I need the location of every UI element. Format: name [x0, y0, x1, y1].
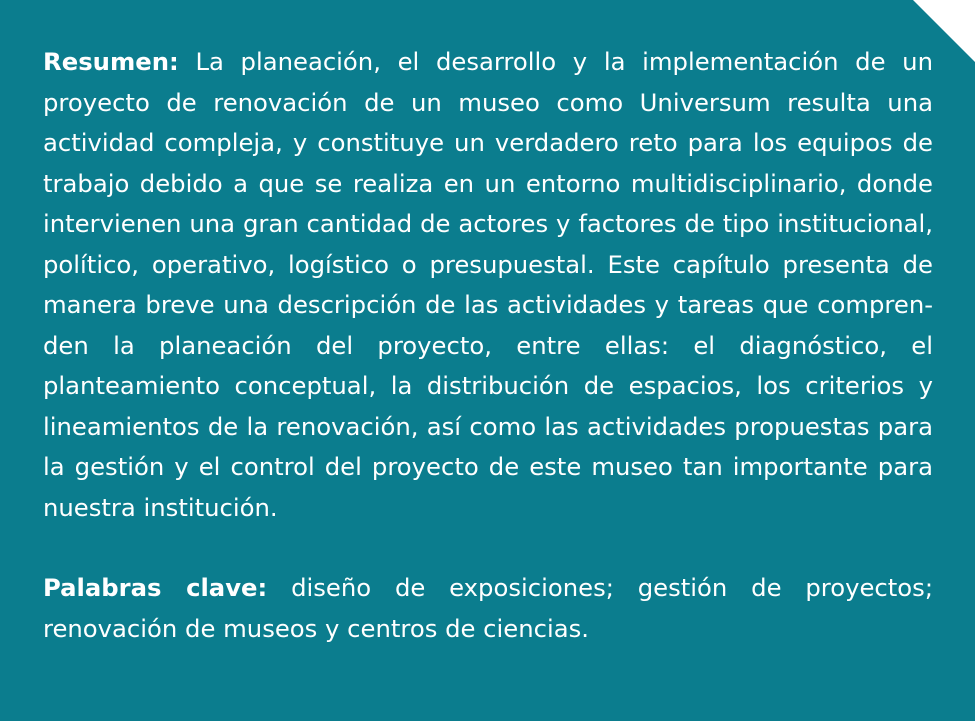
keywords-text: diseño de exposiciones; gestión de proyectos; renovación de museos y centros de ciencias. [43, 573, 934, 643]
abstract-paragraph [43, 42, 933, 528]
keywords-paragraph [43, 568, 933, 649]
keywords-label: Palabras clave: [43, 573, 268, 602]
abstract-label: Resumen: [43, 47, 179, 76]
abstract-block [43, 42, 933, 649]
abstract-text: La planeación, el desarrollo y la implementación de un proyecto de renovación de un museo como Universum resulta una actividad compleja, y constituye un verdadero reto para los equipos de trabajo debido a que se realiza en un entorno multidisciplinario, donde intervienen una gran cantidad de actores y factores de tipo institucional, político, operativo, logístico o presupuestal. Este capítulo presenta de manera breve una descripción de las actividades y tareas que comprenden la planeación del proyecto, entre ellas: el diagnóstico, el planteamiento conceptual, la distribución de espacios, los criterios y lineamientos de la renovación, así como las actividades propuestas para la gestión y el control del proyecto de este museo tan importante para nuestra institución. [43, 47, 933, 522]
